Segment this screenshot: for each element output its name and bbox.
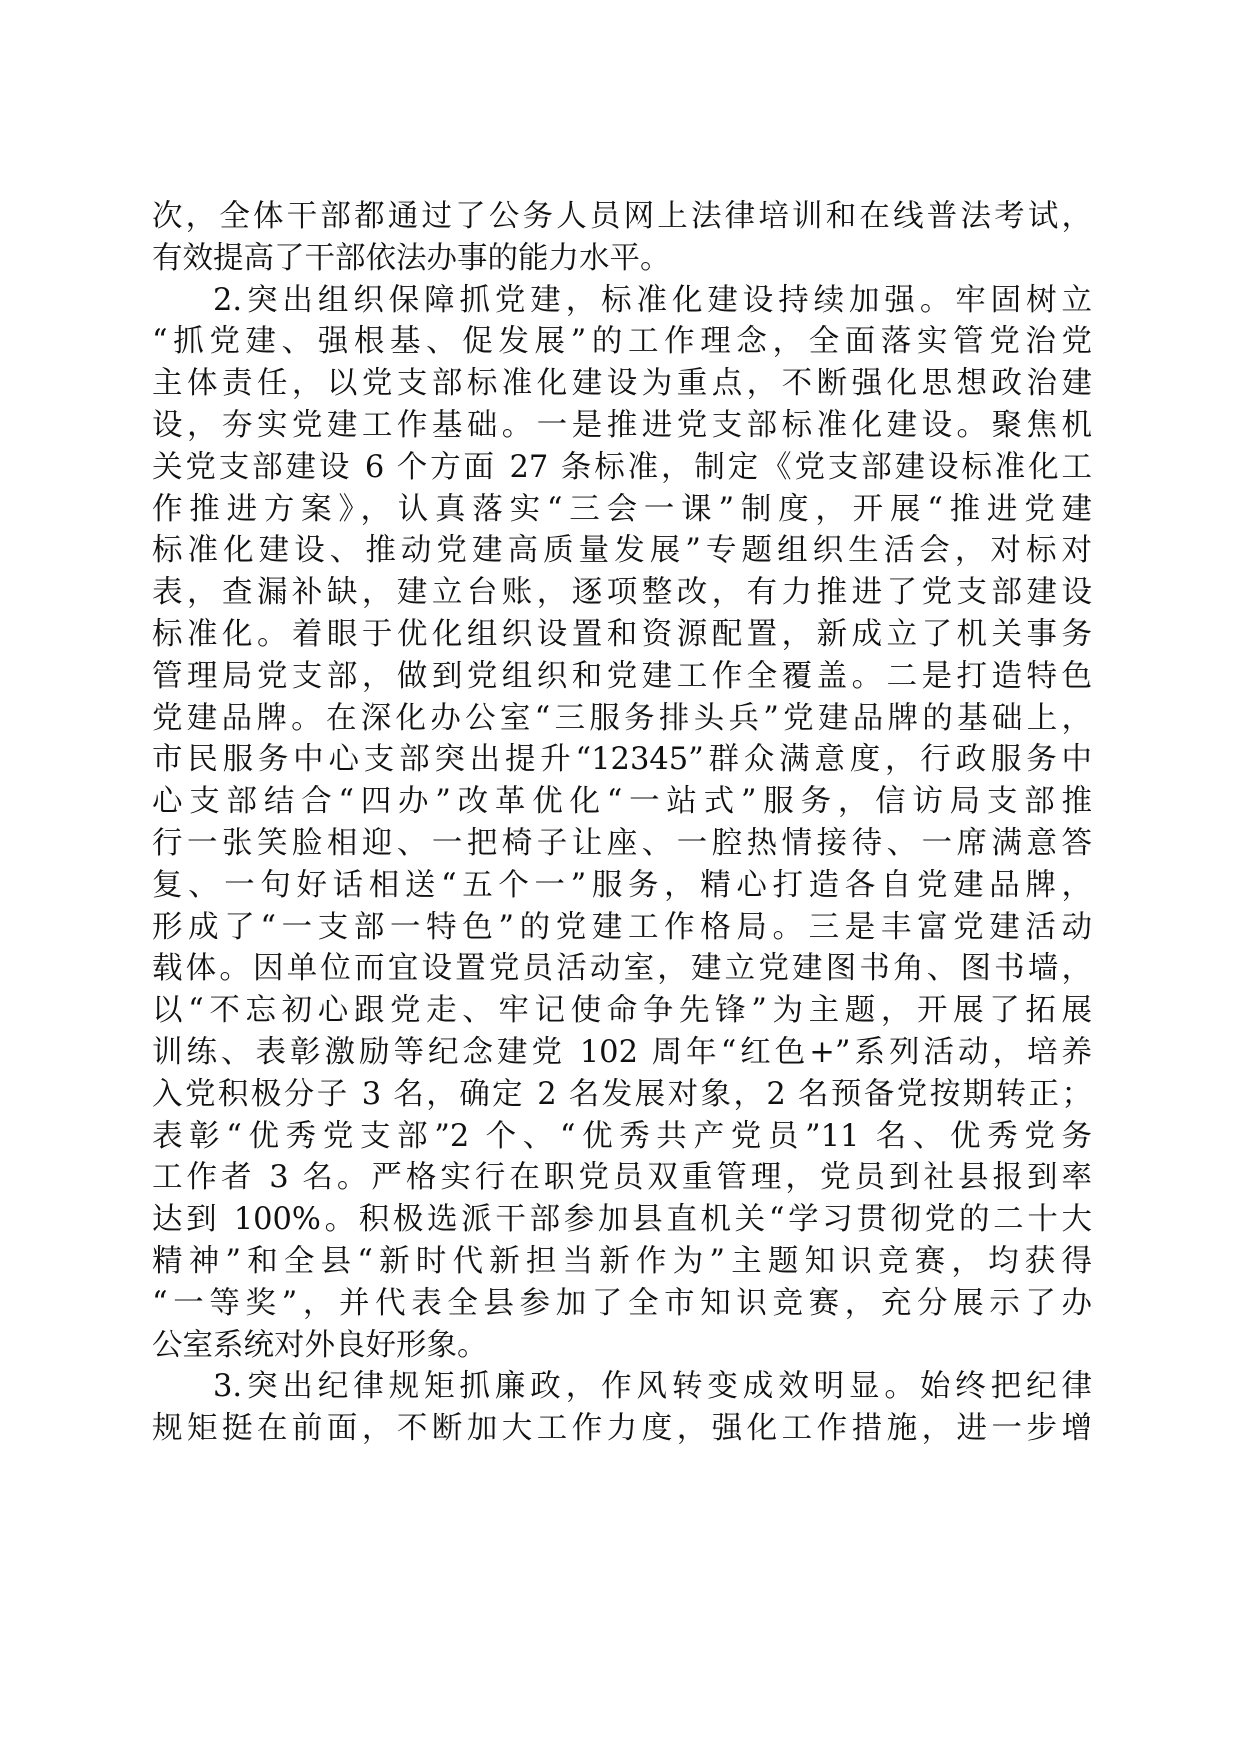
text-line: 入党积极分子 3 名，确定 2 名发展对象，2 名预备党按期转正； [152,1076,1092,1112]
text-line: 心支部结合“四办”改革优化“一站式”服务，信访局支部推 [152,784,1092,820]
text-line: 标准化。着眼于优化组织设置和资源配置，新成立了机关事务 [152,616,1092,652]
text-line: 主体责任，以党支部标准化建设为重点，不断强化思想政治建 [152,366,1092,402]
text-line: 行一张笑脸相迎、一把椅子让座、一腔热情接待、一席满意答 [152,825,1092,861]
text-line: 复、一句好话相送“五个一”服务，精心打造各自党建品牌， [152,867,1092,903]
text-line: 2.突出组织保障抓党建，标准化建设持续加强。牢固树立 [213,282,1092,318]
text-line: 工作者 3 名。严格实行在职党员双重管理，党员到社县报到率 [152,1160,1092,1196]
text-line: 党建品牌。在深化办公室“三服务排头兵”党建品牌的基础上， [152,700,1092,736]
text-line: 表，查漏补缺，建立台账，逐项整改，有力推进了党支部建设 [152,575,1092,611]
text-line: 精神”和全县“新时代新担当新作为”主题知识竞赛，均获得 [152,1243,1092,1279]
text-line: 市民服务中心支部突出提升“12345”群众满意度，行政服务中 [152,742,1092,778]
text-line: “抓党建、强根基、促发展”的工作理念，全面落实管党治党 [152,324,1092,360]
text-line: 管理局党支部，做到党组织和党建工作全覆盖。二是打造特色 [152,658,1092,694]
text-line: 3.突出纪律规矩抓廉政，作风转变成效明显。始终把纪律 [213,1369,1092,1405]
text-line: 形成了“一支部一特色”的党建工作格局。三是丰富党建活动 [152,909,1092,945]
text-line: 规矩挺在前面，不断加大工作力度，强化工作措施，进一步增 [152,1411,1092,1447]
text-line: 达到 100%。积极选派干部参加县直机关“学习贯彻党的二十大 [152,1202,1092,1238]
text-line: 设，夯实党建工作基础。一是推进党支部标准化建设。聚焦机 [152,407,1092,443]
text-line: 载体。因单位而宜设置党员活动室，建立党建图书角、图书墙， [152,951,1092,987]
text-line: 表彰“优秀党支部”2 个、“优秀共产党员”11 名、优秀党务 [152,1118,1092,1154]
text-line: “一等奖”，并代表全县参加了全市知识竞赛，充分展示了办 [152,1285,1092,1321]
text-line: 关党支部建设 6 个方面 27 条标准，制定《党支部建设标准化工 [152,449,1092,485]
text-line: 训练、表彰激励等纪念建党 102 周年“红色+”系列活动，培养 [152,1034,1092,1070]
text-line: 标准化建设、推动党建高质量发展”专题组织生活会，对标对 [152,533,1092,569]
text-line: 次，全体干部都通过了公务人员网上法律培训和在线普法考试， [152,199,1092,234]
document-body [152,196,1092,1450]
text-line: 以“不忘初心跟党走、牢记使命争先锋”为主题，开展了拓展 [152,993,1092,1029]
text-line: 公室系统对外良好形象。 [152,1327,488,1363]
text-line: 作推进方案》，认真落实“三会一课”制度，开展“推进党建 [152,491,1092,527]
text-line: 有效提高了干部依法办事的能力水平。 [152,240,671,276]
